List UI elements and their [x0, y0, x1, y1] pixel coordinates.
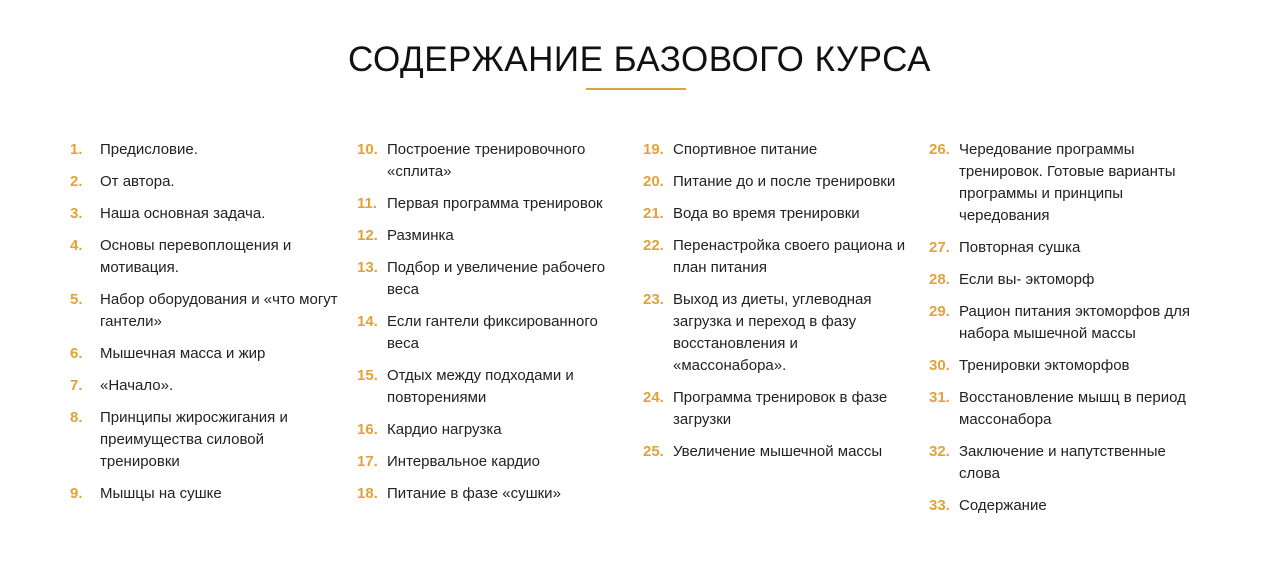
item-text: Если гантели фиксированного веса [387, 313, 598, 352]
item-text: Восстановление мышц в период массонабора [959, 389, 1186, 428]
contents-item [70, 139, 340, 161]
item-text: Если вы- эктоморф [959, 271, 1095, 288]
item-text: Построение тренировочного «сплита» [387, 141, 586, 180]
item-text: Наша основная задача. [100, 205, 266, 222]
item-number: 28. [929, 271, 950, 288]
contents-item [643, 441, 913, 463]
item-number: 18. [357, 485, 378, 502]
item-text: Мышечная масса и жир [100, 345, 266, 362]
item-text: Чередование программы тренировок. Готовые варианты программы и принципы чередования [959, 141, 1176, 224]
contents-item [70, 483, 340, 505]
item-text: Тренировки эктоморфов [959, 357, 1130, 374]
contents-item [357, 419, 627, 441]
item-text: Заключение и напутственные слова [959, 443, 1166, 482]
contents-item [70, 203, 340, 225]
item-number: 32. [929, 443, 950, 460]
contents-item [929, 387, 1199, 431]
item-number: 3. [70, 205, 83, 222]
item-text: Предисловие. [100, 141, 198, 158]
contents-item [357, 225, 627, 247]
item-text: Набор оборудования и «что могут гантели» [100, 291, 338, 330]
item-text: От автора. [100, 173, 175, 190]
contents-item [70, 289, 340, 333]
item-number: 24. [643, 389, 664, 406]
item-text: Спортивное питание [673, 141, 818, 158]
contents-item [643, 171, 913, 193]
item-text: Первая программа тренировок [387, 195, 603, 212]
item-number: 17. [357, 453, 378, 470]
item-number: 22. [643, 237, 664, 254]
item-text: Питание до и после тренировки [673, 173, 896, 190]
item-text: Рацион питания эктоморфов для набора мышечной массы [959, 303, 1190, 342]
contents-item [357, 483, 627, 505]
item-text: Мышцы на сушке [100, 485, 222, 502]
contents-item [929, 269, 1199, 291]
item-number: 10. [357, 141, 378, 158]
title-underline [586, 88, 686, 90]
item-number: 1. [70, 141, 83, 158]
item-number: 9. [70, 485, 83, 502]
item-number: 16. [357, 421, 378, 438]
page-title: СОДЕРЖАНИЕ БАЗОВОГО КУРСА [348, 40, 931, 79]
item-text: Выход из диеты, углеводная загрузка и переход в фазу восстановления и «массонабора». [673, 291, 872, 374]
item-number: 5. [70, 291, 83, 308]
item-text: Основы перевоплощения и мотивация. [100, 237, 292, 276]
item-number: 8. [70, 409, 83, 426]
contents-item [357, 451, 627, 473]
item-number: 2. [70, 173, 83, 190]
item-text: Вода во время тренировки [673, 205, 860, 222]
contents-item [643, 203, 913, 225]
contents-item [70, 407, 340, 473]
contents-item [357, 311, 627, 355]
item-number: 19. [643, 141, 664, 158]
contents-column-1 [70, 139, 340, 515]
contents-item [929, 139, 1199, 227]
contents-item [929, 301, 1199, 345]
item-text: Повторная сушка [959, 239, 1081, 256]
item-number: 4. [70, 237, 83, 254]
item-number: 12. [357, 227, 378, 244]
contents-item [929, 237, 1199, 259]
item-text: Разминка [387, 227, 454, 244]
item-number: 29. [929, 303, 950, 320]
item-number: 33. [929, 497, 950, 514]
contents-item [357, 365, 627, 409]
contents-item [929, 495, 1199, 517]
item-text: Принципы жиросжигания и преимущества силовой тренировки [100, 409, 288, 470]
item-text: Интервальное кардио [387, 453, 541, 470]
item-text: Подбор и увеличение рабочего веса [387, 259, 606, 298]
item-text: Отдых между подходами и повторениями [387, 367, 574, 406]
item-number: 21. [643, 205, 664, 222]
contents-item [70, 235, 340, 279]
item-number: 6. [70, 345, 83, 362]
item-number: 27. [929, 239, 950, 256]
item-number: 25. [643, 443, 664, 460]
contents-item [929, 441, 1199, 485]
contents-item [357, 193, 627, 215]
item-number: 23. [643, 291, 664, 308]
contents-item [70, 171, 340, 193]
item-text: Перенастройка своего рациона и план питания [673, 237, 906, 276]
contents-item [643, 235, 913, 279]
contents-item [357, 139, 627, 183]
item-text: Кардио нагрузка [387, 421, 502, 438]
item-number: 20. [643, 173, 664, 190]
contents-column-4 [929, 139, 1199, 527]
item-number: 30. [929, 357, 950, 374]
item-number: 14. [357, 313, 378, 330]
contents-item [357, 257, 627, 301]
item-number: 13. [357, 259, 378, 276]
contents-column-2 [357, 139, 627, 515]
contents-item [643, 289, 913, 377]
item-text: «Начало». [100, 377, 174, 394]
contents-item [70, 375, 340, 397]
item-number: 31. [929, 389, 950, 406]
contents-column-3 [643, 139, 913, 473]
contents-item [70, 343, 340, 365]
item-number: 26. [929, 141, 950, 158]
item-text: Увеличение мышечной массы [673, 443, 883, 460]
contents-item [929, 355, 1199, 377]
item-number: 7. [70, 377, 83, 394]
contents-item [643, 139, 913, 161]
item-text: Питание в фазе «сушки» [387, 485, 561, 502]
item-text: Программа тренировок в фазе загрузки [673, 389, 888, 428]
contents-item [643, 387, 913, 431]
item-text: Содержание [959, 497, 1047, 514]
item-number: 15. [357, 367, 378, 384]
item-number: 11. [357, 195, 378, 212]
